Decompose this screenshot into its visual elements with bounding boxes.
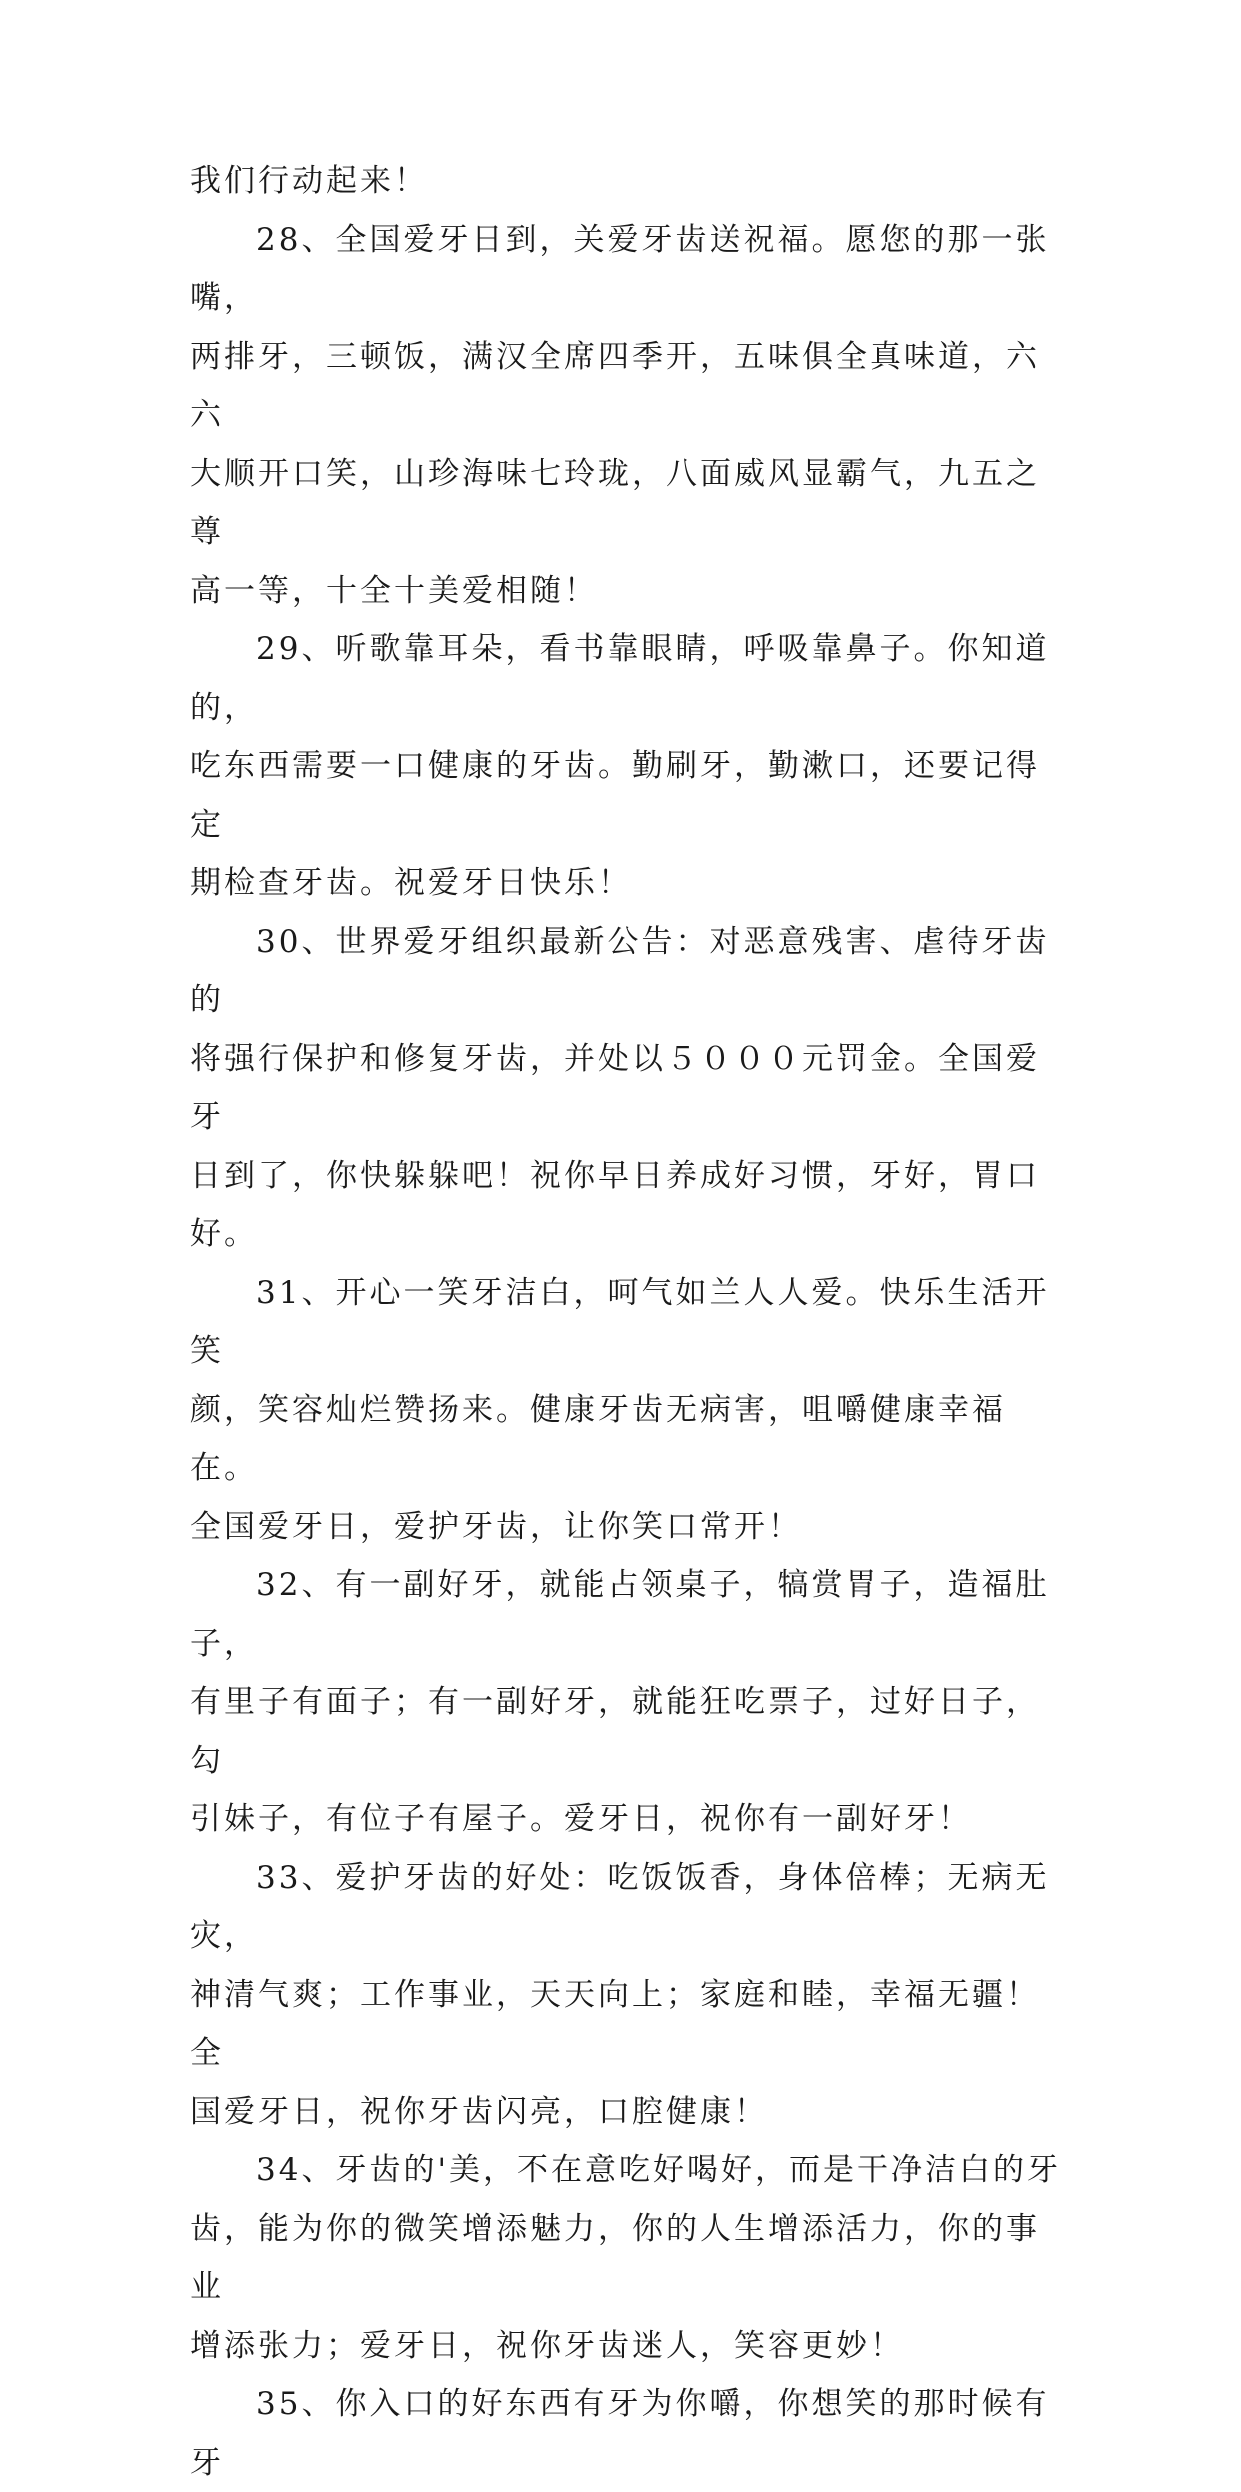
paragraph-28: 28、全国爱牙日到，关爱牙齿送祝福。愿您的那一张嘴， 两排牙，三顿饭，满汉全席四季开，五味俱全真味道，六六 大顺开口笑，山珍海味七玲珑，八面威风显霸气，九五之尊 高一等，十全十美爱相随！ — [190, 221, 1050, 609]
paragraph-33: 33、爱护牙齿的好处：吃饭饭香，身体倍棒；无病无灾， 神清气爽；工作事业，天天向上；家庭和睦，幸福无疆！全 国爱牙日，祝你牙齿闪亮，口腔健康！ — [190, 1859, 1050, 2130]
paragraph-35: 35、你入口的好东西有牙为你嚼，你想笑的那时候有牙 — [190, 2386, 1050, 2481]
paragraph-30: 30、世界爱牙组织最新公告：对恶意残害、虐待牙齿的 将强行保护和修复牙齿，并处以５０００元罚金。全国爱牙 日到了，你快躲躲吧！祝你早日养成好习惯，牙好，胃口好。 — [190, 923, 1050, 1252]
paragraph-continuation: 我们行动起来！ — [190, 163, 428, 199]
paragraph-29: 29、听歌靠耳朵，看书靠眼睛，呼吸靠鼻子。你知道的， 吃东西需要一口健康的牙齿。勤刷牙，勤漱口，还要记得定 期检查牙齿。祝爱牙日快乐！ — [190, 631, 1050, 901]
paragraph-34: 34、牙齿的'美，不在意吃好喝好，而是干净洁白的牙 齿，能为你的微笑增添魅力，你的人生增添活力，你的事业 增添张力；爱牙日，祝你牙齿迷人，笑容更妙！ — [190, 2152, 1061, 2364]
paragraph-32: 32、有一副好牙，就能占领桌子，犒赏胃子，造福肚子， 有里子有面子；有一副好牙，就能狂吃票子，过好日子，勾 引妹子，有位子有屋子。爱牙日，祝你有一副好牙！ — [190, 1567, 1050, 1837]
document-body — [190, 152, 1070, 2492]
paragraph-31: 31、开心一笑牙洁白，呵气如兰人人爱。快乐生活开笑 颜，笑容灿烂赞扬来。健康牙齿无病害，咀嚼健康幸福在。 全国爱牙日，爱护牙齿，让你笑口常开！ — [190, 1274, 1050, 1545]
